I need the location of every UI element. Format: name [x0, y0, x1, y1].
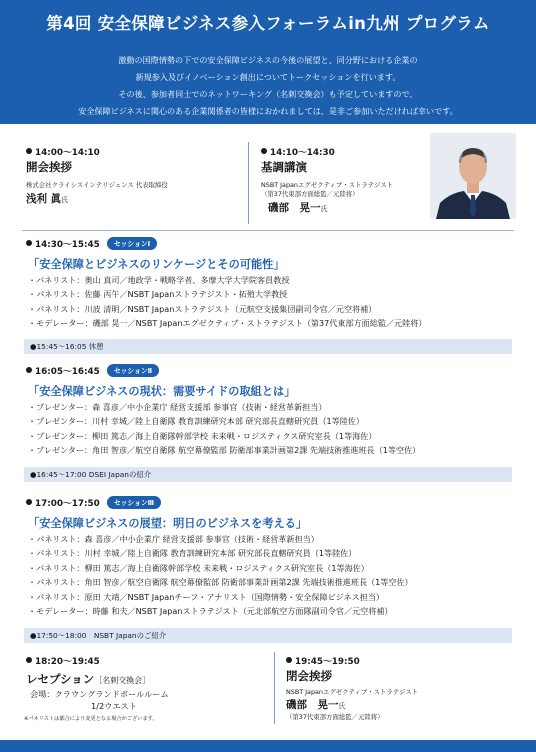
reception-venue	[30, 688, 169, 712]
break-band: ●15:45～16:05 休憩	[24, 339, 512, 354]
speaker-photo	[430, 133, 516, 219]
list-item: ・パネリスト：森 喜彦／中小企業庁 経営支援部 参事官（技術・経営革新担当）	[28, 534, 319, 544]
bullet-dot	[26, 499, 32, 505]
venue-line: 会場：クラウングランドボールルーム	[30, 689, 169, 699]
column-divider	[274, 652, 275, 724]
opening-time-row	[26, 145, 100, 158]
session-1-badge: セッションⅠ	[107, 237, 157, 250]
list-item: ・パネリスト：川波 清明／NSBT Japanストラテジスト（元航空支援集団副司令官／元空将補）	[28, 303, 377, 314]
intro-line: 激動の国際情勢の下での安全保障ビジネスの今後の展望と、同分野における企業の	[118, 55, 418, 65]
session-2-time: 16:05～16:45	[35, 367, 100, 377]
intro-line: 安全保障ビジネスに関心のある企業関係者の皆様におかれましては、是非ご参加いただければ幸いです。	[78, 106, 458, 116]
session-1-time: 14:30～15:45	[35, 240, 100, 250]
session-2-badge: セッションⅡ	[107, 364, 159, 377]
nsbt-intro-band: ●17:50～18:00 NSBT Japanのご紹介	[24, 628, 512, 643]
closing-speaker-name: 磯部 晃一	[286, 699, 339, 711]
dsei-intro-band: ●16:45～17:00 DSEI Japanの紹介	[24, 467, 512, 482]
intro-line: 新規参入及びイノベーション創出についてトークセッションを行います。	[135, 72, 401, 82]
keynote-speaker	[268, 200, 328, 215]
list-item: ・パネリスト：川村 幸城／陸上自衛隊 教育訓練研究本部 研究部長直轄研究員（1等陸佐）	[28, 548, 357, 559]
list-item: ・プレゼンター：森 喜彦／中小企業庁 経営支援部 参事官（技術・経営革新担当）	[28, 402, 327, 412]
page-title: 第4回 安全保障ビジネス参入フォーラムin九州 プログラム	[46, 14, 490, 33]
honorific: 氏	[61, 196, 69, 204]
session-2-participants	[28, 400, 420, 458]
opening-time: 14:00～14:10	[35, 148, 100, 158]
opening-speaker-name: 浅利 眞	[26, 193, 62, 205]
bullet-dot	[286, 657, 292, 663]
closing-time: 19:45～19:50	[295, 657, 360, 667]
session-1-time-row	[26, 237, 157, 250]
session-1-title: 「安全保障とビジネスのリンケージとその可能性」	[28, 258, 285, 271]
session-3-time-row	[26, 496, 161, 509]
reception-subtitle: ［名刺交換会］	[94, 676, 151, 685]
keynote-speaker-note: （第37代東部方面総監／元陸将）	[261, 190, 359, 198]
reception-heading	[26, 668, 150, 687]
keynote-time-row	[261, 145, 335, 158]
section-divider	[22, 230, 514, 231]
opening-speaker	[26, 191, 68, 206]
closing-speaker-note: （第37代東部方面総監／元陸将）	[286, 713, 384, 721]
list-item: ・パネリスト：柳田 篤志／海上自衛隊幹部学校 未来戦・ロジスティクス研究室長（1等海佐）	[28, 562, 369, 573]
session-3-time: 17:00～17:50	[35, 499, 100, 509]
opening-speaker-org: 株式会社クライシスインテリジェンス 代表取締役	[26, 181, 168, 189]
list-item: ・モデレーター：磯部 晃一／NSBT Japanエグゼクティブ・ストラテジスト（第37代東部方面総監／元陸将）	[28, 318, 427, 329]
opening-title: 開会挨拶	[26, 160, 72, 174]
reception-title: レセプション	[26, 672, 95, 686]
closing-speaker	[286, 697, 346, 712]
list-item: ・パネリスト：佐藤 丙午／NSBT Japanストラテジスト・拓殖大学教授	[28, 289, 288, 300]
bullet-dot	[26, 657, 32, 663]
closing-title: 閉会挨拶	[286, 669, 332, 683]
speaker-portrait-image	[430, 133, 516, 219]
bullet-dot	[26, 148, 32, 154]
closing-speaker-org: NSBT Japanエグゼクティブ・ストラテジスト	[286, 688, 419, 696]
session-2-title: 「安全保障ビジネスの現状：需要サイドの取組とは」	[28, 385, 296, 398]
session-1-participants	[28, 273, 426, 331]
intro-text	[0, 52, 536, 120]
session-3-badge: セッションⅢ	[107, 496, 161, 509]
keynote-speaker-org: NSBT Japanエグゼクティブ・ストラテジスト	[261, 181, 394, 189]
venue-line: 1/2ウエスト	[91, 701, 137, 711]
keynote-speaker-name: 磯部 晃一	[268, 202, 321, 214]
bottom-bar	[0, 740, 536, 752]
honorific: 氏	[338, 702, 346, 710]
session-2-time-row	[26, 364, 159, 377]
bullet-dot	[26, 367, 32, 373]
reception-time-row	[26, 654, 100, 667]
list-item: ・パネリスト：奥山 真司／地政学・戦略学者、多摩大学大学院客員教授	[28, 275, 290, 285]
list-item: ・プレゼンター：柳田 篤志／海上自衛隊幹部学校 未来戦・ロジスティクス研究室長（1等海佐）	[28, 430, 377, 441]
intro-line: その後、参加者同士でのネットワーキング（名刺交換会）も予定していますので、	[118, 89, 418, 99]
column-divider	[248, 142, 249, 224]
list-item: ・プレゼンター：川村 幸城／陸上自衛隊 教育訓練研究本部 研究部長直轄研究員（1等陸佐）	[28, 416, 364, 427]
session-3-participants	[28, 532, 413, 618]
reception-time: 18:20～19:45	[35, 657, 100, 667]
closing-time-row	[286, 654, 360, 667]
header-banner	[0, 0, 536, 124]
session-3-title: 「安全保障ビジネスの展望：明日のビジネスを考える」	[28, 517, 308, 530]
keynote-time: 14:10～14:30	[270, 148, 335, 158]
list-item: ・モデレーター：時藤 和夫／NSBT Japanストラテジスト（元北部航空方面隊副司令官／元空将補）	[28, 606, 393, 617]
keynote-title: 基調講演	[261, 160, 307, 174]
list-item: ・プレゼンター：角田 智彦／航空自衛隊 航空幕僚監部 防衛部事業計画第2課 先端技術推進班長（1等空佐）	[28, 445, 421, 456]
list-item: ・パネリスト：角田 智彦／航空自衛隊 航空幕僚監部 防衛部事業計画第2課 先端技術推進班長（1等空佐）	[28, 577, 413, 588]
footnote: ※パネリストは都合により変更となる場合がございます。	[24, 716, 158, 722]
bullet-dot	[26, 240, 32, 246]
list-item: ・パネリスト：原田 大靖／NSBT Japanチーフ・アナリスト（国際情勢・安全保障ビジネス担当）	[28, 591, 385, 602]
honorific: 氏	[320, 205, 328, 213]
bullet-dot	[261, 148, 267, 154]
